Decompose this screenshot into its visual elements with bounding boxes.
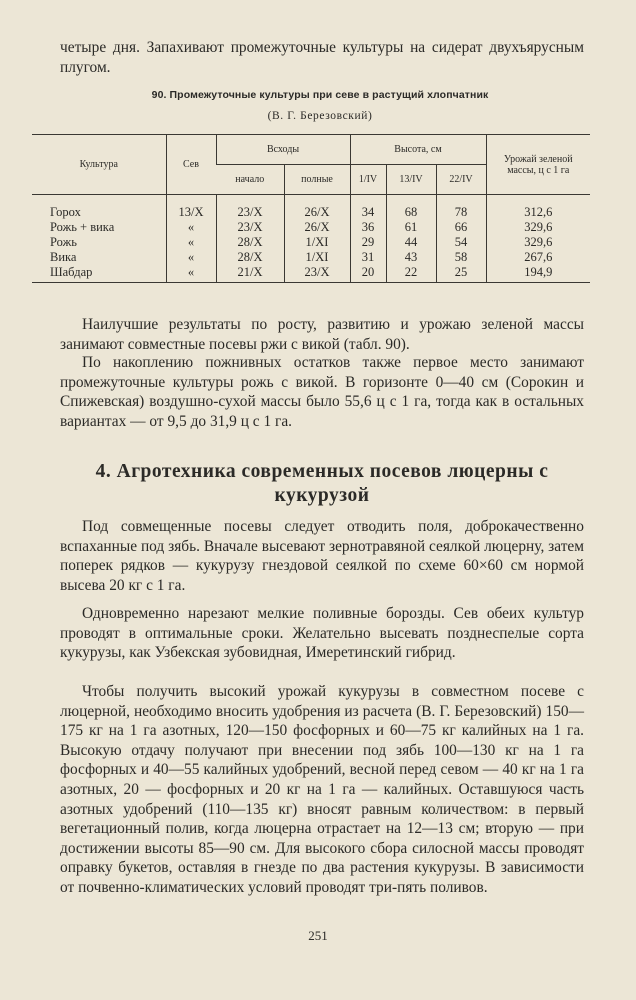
table-author: (В. Г. Березовский) [267, 110, 373, 122]
cell-culture: Шабдар [32, 265, 166, 283]
cell-start: 23/X [216, 220, 284, 235]
table-row [32, 235, 590, 250]
intro-paragraph: четыре дня. Запахивают промежуточные культуры на сидерат двухъярусным плугом. [60, 39, 584, 76]
table-row [32, 265, 590, 283]
cell-culture: Рожь [50, 235, 77, 249]
col-header-shoots: Всходы [216, 135, 350, 165]
col-header-shoots-full: полные [284, 165, 350, 195]
cell-full: 1/XI [284, 235, 350, 250]
cell-yield: 267,6 [486, 250, 590, 265]
cell-full: 23/X [284, 265, 350, 283]
cell-culture: Горох [50, 205, 81, 219]
cell-h2: 44 [386, 235, 436, 250]
section-heading: 4. Агротехника современных посевов люцерны с кукурузой [95, 461, 549, 506]
cell-yield: 329,6 [486, 220, 590, 235]
cell-h1: 29 [350, 235, 386, 250]
cell-culture: Вика [50, 250, 77, 264]
cell-start: 28/X [216, 250, 284, 265]
cell-h1: 34 [350, 195, 386, 221]
cell-culture: Рожь + вика [50, 220, 115, 234]
cell-sowing: 13/X [166, 195, 216, 221]
paragraph-fields: Под совмещенные посевы следует отводить поля, доброкачественно вспаханные под зябь. Вначале высевают зернотравяной сеялкой люцерну, затем поперек рядков — кукурузу гнездовой сеялкой по схеме 60×60 см нормой высева 20 кг с 1 га. [60, 518, 584, 594]
paragraph-results: Наилучшие результаты по росту, развитию и урожаю зеленой массы занимают совместные посевы ржи с викой (табл. 90). [60, 316, 584, 353]
cell-h1: 20 [350, 265, 386, 283]
col-header-sowing: Сев [166, 135, 216, 195]
cell-full: 26/X [284, 195, 350, 221]
cell-sowing: « [166, 235, 216, 250]
cell-h3: 58 [436, 250, 486, 265]
cell-full: 26/X [284, 220, 350, 235]
col-header-h1: 1/IV [350, 165, 386, 195]
cell-start: 23/X [216, 195, 284, 221]
cell-h3: 66 [436, 220, 486, 235]
cell-h3: 25 [436, 265, 486, 283]
cell-yield: 329,6 [486, 235, 590, 250]
col-header-height: Высота, см [350, 135, 486, 165]
cell-h2: 22 [386, 265, 436, 283]
cell-start: 21/X [216, 265, 284, 283]
col-header-h3: 22/IV [436, 165, 486, 195]
table-caption: 90. Промежуточные культуры при севе в растущий хлопчатник [151, 89, 489, 101]
cell-h1: 31 [350, 250, 386, 265]
col-header-culture: Культура [32, 135, 166, 195]
paragraph-residues: По накоплению пожнивных остатков также первое место занимают промежуточные культуры рожь с викой. В горизонте 0—40 см (Сорокин и Спижевская) воздушно-сухой массы было 55,6 ц с 1 га, тогда как в остальных вариантах — от 9,5 до 31,9 ц с 1 га. [60, 354, 584, 430]
table-row [32, 195, 590, 221]
cell-start: 28/X [216, 235, 284, 250]
cell-sowing: « [166, 265, 216, 283]
col-header-shoots-start: начало [216, 165, 284, 195]
crops-table [32, 134, 590, 283]
cell-sowing: « [166, 220, 216, 235]
cell-yield: 312,6 [486, 195, 590, 221]
cell-h2: 68 [386, 195, 436, 221]
col-header-h2: 13/IV [386, 165, 436, 195]
cell-h1: 36 [350, 220, 386, 235]
page-number: 251 [308, 928, 328, 943]
paragraph-furrows: Одновременно нарезают мелкие поливные борозды. Сев обеих культур проводят в оптимальные сроки. Желательно высевать позднеспелые сорта кукурузы, как Узбекская зубовидная, Имеретинский гибрид. [60, 605, 584, 662]
cell-h2: 43 [386, 250, 436, 265]
table-row [32, 250, 590, 265]
cell-full: 1/XI [284, 250, 350, 265]
paragraph-fertilizers: Чтобы получить высокий урожай кукурузы в совместном посеве с люцерной, необходимо вносить удобрения из расчета (В. Г. Березовский) 150—175 кг на 1 га азотных, 120—150 фосфорных и 60—75 кг калийных на 1 га. Высокую отдачу получают при внесении под зябь 100—130 кг на 1 га фосфорных и 40—55 калийных удобрений, весной перед севом — 40 кг на 1 га азотных, 20 — фосфорных и 20 кг на 1 га — калийных. Оставшуюся часть азотных удобрений (110—135 кг) вносят равным количеством: в первый вегетационный полив, когда люцерна отрастает на 12—13 см; вторую — при достижении высоты 85—90 см. Для высокого сбора силосной массы проводят оправку букетов, оставляя в гнезде по два растения кукурузы. В зависимости от почвенно-климатических условий проводят три-пять поливов. [60, 683, 584, 896]
cell-sowing: « [166, 250, 216, 265]
cell-h3: 54 [436, 235, 486, 250]
cell-h3: 78 [436, 195, 486, 221]
col-header-yield: Урожай зеленой массы, ц с 1 га [486, 135, 590, 195]
table-row [32, 220, 590, 235]
cell-h2: 61 [386, 220, 436, 235]
cell-yield: 194,9 [486, 265, 590, 283]
